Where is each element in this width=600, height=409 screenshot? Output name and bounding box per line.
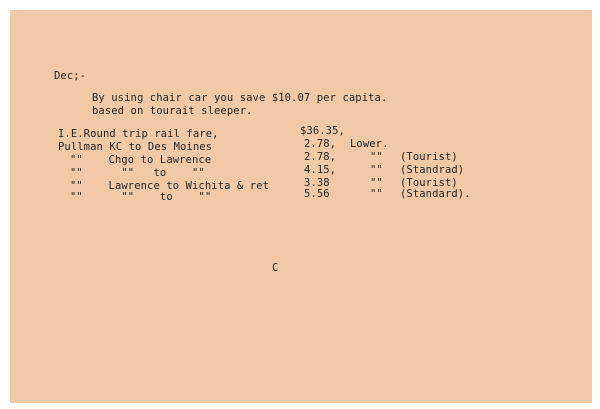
row-description: "" "" to "" bbox=[70, 167, 205, 179]
intro-line-2: based on tourait sleeper. bbox=[92, 105, 253, 117]
memo-page bbox=[10, 10, 592, 403]
row-description: "" Lawrence to Wichita & ret bbox=[70, 180, 270, 192]
row-note: (Standrad) bbox=[400, 164, 465, 176]
row-berth: "" bbox=[370, 151, 383, 163]
row-description: I.E.Round trip rail fare, bbox=[58, 128, 219, 140]
row-note: (Standard). bbox=[400, 188, 471, 200]
row-amount: 2.78, bbox=[304, 151, 337, 163]
row-amount: 2.78, bbox=[304, 138, 337, 150]
row-note: (Tourist) bbox=[400, 151, 458, 163]
row-description: "" Chgo to Lawrence bbox=[70, 154, 212, 166]
row-berth: "" bbox=[370, 177, 383, 189]
row-note: (Tourist) bbox=[400, 177, 458, 189]
row-berth: "" bbox=[370, 188, 383, 200]
row-description: Pullman KC to Des Moines bbox=[58, 141, 213, 153]
row-amount: $36.35, bbox=[300, 125, 345, 137]
intro-line-1: By using chair car you save $10.07 per capita. bbox=[92, 92, 388, 104]
typist-initial: C bbox=[272, 262, 279, 274]
row-description: "" "" to "" bbox=[70, 191, 212, 203]
row-berth: "" bbox=[370, 164, 383, 176]
salutation: Dec;- bbox=[54, 70, 87, 82]
row-amount: 4.15, bbox=[304, 164, 337, 176]
row-amount: 5.56 bbox=[304, 188, 330, 200]
row-amount: 3.38 bbox=[304, 177, 330, 189]
row-berth: Lower. bbox=[350, 138, 389, 150]
